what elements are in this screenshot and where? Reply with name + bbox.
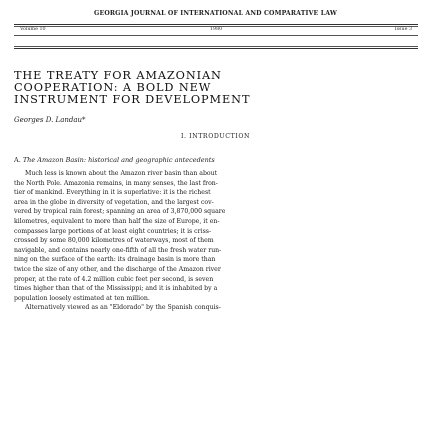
body-line: ning on the surface of the earth: its drainage basin is more than (14, 256, 216, 264)
body-line: navigable, and contains nearly one-fifth of all the fresh water run- (14, 246, 222, 254)
body-line: compasses large portions of at least eight countries; it is criss- (14, 227, 212, 235)
strip-rule-mid (14, 35, 418, 36)
body-line: the North Pole. Amazonia remains, in many senses, the last fron- (14, 179, 218, 187)
section-heading: I. INTRODUCTION (180, 133, 251, 140)
body-line: Much less is known about the Amazon river basin than about (25, 170, 218, 177)
body-line: population loosely estimated at ten million. (14, 294, 150, 302)
body-paragraph (14, 169, 418, 313)
subsection-title: The Amazon Basin: historical and geographic antecedents (22, 156, 215, 164)
article-author: Georges D. Landau* (14, 116, 86, 124)
journal-header: GEORGIA JOURNAL OF INTERNATIONAL AND COMPARATIVE LAW (94, 10, 337, 17)
issue-label: Issue 3 (394, 27, 412, 32)
body-line: vered by tropical rain forest; spanning an area of 3,870,000 square (14, 208, 226, 216)
body-line: crossed by some 80,000 kilometres of waterways, most of them (14, 237, 214, 245)
body-line: proper, at the rate of 4.2 million cubic feet per second, is seven (14, 275, 214, 283)
body-line: twice the size of any other, and the discharge of the Amazon river (14, 265, 221, 273)
body-line: area in the globe in diversity of vegetation, and the largest cov- (14, 198, 214, 206)
subsection-label: A. (14, 156, 21, 164)
volume-label: Volume 10 (20, 27, 46, 32)
body-line: tier of mankind. Everything in it is superlative: it is the richest (14, 189, 211, 197)
body-line: kilometres, equivalent to more than half the size of Europe, it en- (14, 217, 220, 225)
bottom-rule-thin (14, 46, 418, 47)
top-rule (14, 24, 418, 25)
subsection-heading (14, 156, 215, 164)
bottom-rule (14, 48, 418, 49)
year-label: 1980 (210, 27, 223, 32)
header-strip (14, 24, 418, 50)
body-line: Alternatively viewed as an "Eldorado" by the Spanish conquis- (25, 304, 221, 312)
body-line: times higher than that of the Mississippi; and it is inhabited by a (14, 285, 218, 293)
article-title: THE TREATY FOR AMAZONIAN COOPERATION: A BOLD NEW INSTRUMENT FOR DEVELOPMENT (14, 69, 251, 106)
